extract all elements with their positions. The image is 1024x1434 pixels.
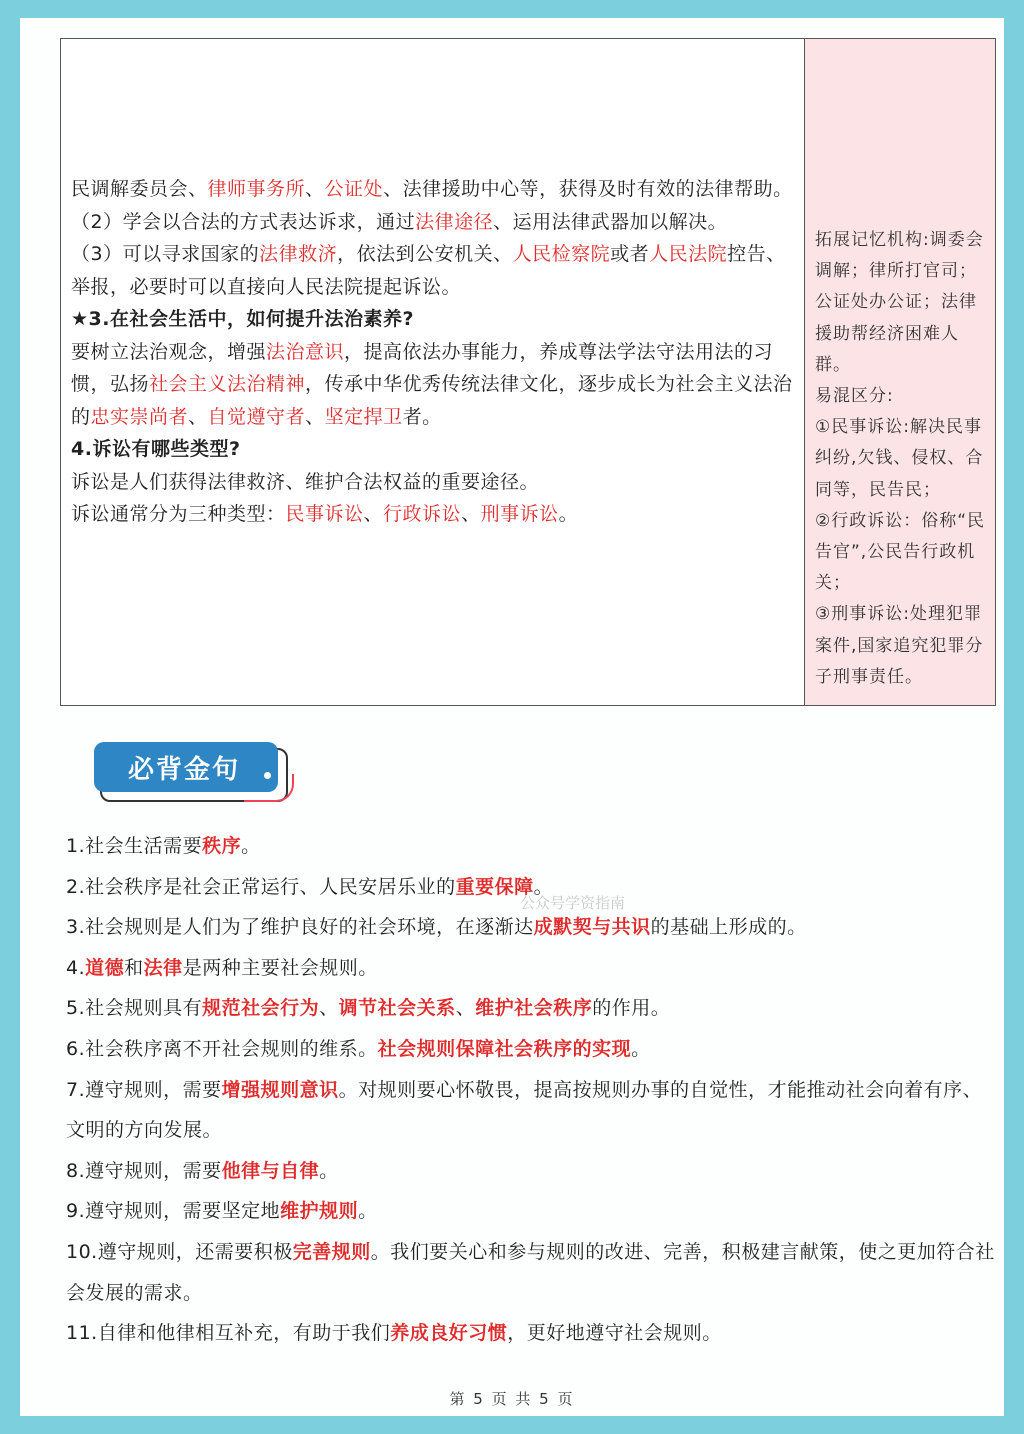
body-text: 的作用。 bbox=[592, 997, 671, 1020]
highlight-text: 自觉遵守者 bbox=[207, 405, 306, 428]
body-text: 、运用法律武器加以解决。 bbox=[493, 210, 728, 233]
highlight-text: 完善规则 bbox=[292, 1240, 371, 1263]
body-text: 诉讼通常分为三种类型： bbox=[71, 503, 286, 525]
question-4-line-1: 诉讼是人们获得法律救济、维护合法权益的重要途径。 bbox=[71, 470, 540, 493]
highlight-text: 民事诉讼 bbox=[285, 503, 364, 525]
body-text: ，依法到公安机关、 bbox=[337, 243, 513, 265]
body-text: 控告、举报，必要时可以直接向人民法院提起诉讼。 bbox=[71, 243, 786, 298]
body-text: 或者 bbox=[610, 243, 650, 265]
side-administrative-lawsuit: ②行政诉讼：俗称“民告官”,公民告行政机关； bbox=[815, 510, 986, 594]
body-text: 、 bbox=[319, 997, 339, 1020]
quote-item bbox=[66, 1313, 996, 1354]
quote-item bbox=[66, 907, 996, 948]
body-text: 的基础上形成的。 bbox=[650, 916, 807, 939]
paragraph-legal-remedy bbox=[71, 238, 799, 303]
body-text: 、 bbox=[455, 997, 476, 1020]
body-text: 。 bbox=[241, 835, 261, 857]
paragraph-mediation bbox=[71, 173, 799, 206]
body-text: 。 bbox=[631, 1037, 651, 1060]
body-text: 。对规则要心怀敬畏，提高按规则办事的自觉性，才能推动社会向着有序、文明的方向发展。 bbox=[66, 1078, 983, 1142]
side-criminal-lawsuit: ③刑事诉讼:处理犯罪案件,国家追究犯罪分子刑事责任。 bbox=[815, 604, 984, 687]
highlight-text: 人民法院 bbox=[649, 243, 728, 265]
highlight-text: 规范社会行为 bbox=[202, 997, 320, 1020]
highlight-text: 养成良好习惯 bbox=[390, 1322, 508, 1345]
body-text: 、 bbox=[461, 503, 481, 525]
body-text: 4. bbox=[66, 956, 86, 979]
question-3-title: ★3.在社会生活中，如何提升法治素养? bbox=[71, 308, 414, 330]
body-text: 要树立法治观念，增强 bbox=[71, 340, 267, 363]
main-column bbox=[61, 39, 805, 705]
highlight-text: 律师事务所 bbox=[207, 178, 306, 200]
section-title: 必背金句 bbox=[94, 742, 278, 792]
body-text: 是两种主要社会规则。 bbox=[182, 956, 378, 979]
main-text bbox=[71, 173, 799, 531]
quote-item bbox=[66, 988, 996, 1029]
highlight-text: 维护社会秩序 bbox=[475, 997, 593, 1020]
question-4-line-2 bbox=[71, 498, 799, 531]
highlight-text: 法律 bbox=[143, 956, 183, 979]
question-3-answer bbox=[71, 336, 799, 434]
body-text: 。 bbox=[358, 1200, 378, 1223]
highlight-text: 刑事诉讼 bbox=[480, 503, 559, 525]
side-confusion-heading: 易混区分: bbox=[815, 386, 894, 407]
side-text bbox=[815, 225, 987, 693]
body-text: 。 bbox=[533, 875, 554, 898]
highlight-text: 道德 bbox=[85, 956, 125, 979]
question-4-title: 4.诉讼有哪些类型? bbox=[71, 438, 241, 460]
body-text: 。 bbox=[319, 1159, 339, 1182]
body-text: 、 bbox=[305, 405, 325, 428]
body-text: 、 bbox=[305, 178, 325, 200]
side-civil-lawsuit: ①民事诉讼:解决民事纠纷,欠钱、侵权、合同等，民告民； bbox=[815, 417, 984, 500]
body-text: 、 bbox=[188, 405, 208, 428]
quote-item bbox=[66, 1191, 996, 1232]
body-text: ，传承中华优秀传统法律文化，逐步成长为社会主义法治的 bbox=[71, 373, 793, 428]
highlight-text: 重要保障 bbox=[455, 875, 534, 898]
highlight-text: 忠实崇尚者 bbox=[90, 405, 189, 428]
highlight-text: 社会主义法治精神 bbox=[149, 373, 306, 395]
body-text: 、 bbox=[363, 503, 384, 525]
body-text: 和 bbox=[124, 956, 144, 979]
highlight-text: 成默契与共识 bbox=[533, 916, 651, 939]
body-text: 8.遵守规则，需要 bbox=[66, 1159, 222, 1182]
highlight-text: 秩序 bbox=[202, 835, 242, 857]
body-text: 5.社会规则具有 bbox=[66, 997, 203, 1020]
highlight-text: 调节社会关系 bbox=[338, 997, 456, 1020]
body-text: 6.社会秩序离不开社会规则的维系。 bbox=[66, 1037, 378, 1060]
highlight-text: 维护规则 bbox=[280, 1200, 359, 1223]
section-badge bbox=[94, 740, 294, 804]
watermark: 公众号学资指南 bbox=[520, 894, 626, 912]
side-memory-tip: 拓展记忆机构:调委会调解；律所打官司；公证处办公证；法律援助帮经济困难人群。 bbox=[815, 230, 984, 375]
body-text: ，更好地遵守社会规则。 bbox=[507, 1322, 722, 1345]
highlight-text: 坚定捍卫 bbox=[324, 405, 403, 428]
body-text: （3）可以寻求国家的 bbox=[71, 243, 260, 265]
body-text: 10.遵守规则，还需要积极 bbox=[66, 1240, 293, 1263]
body-text: 。 bbox=[558, 503, 579, 525]
highlight-text: 公证处 bbox=[324, 178, 384, 200]
notes-table bbox=[60, 38, 996, 706]
quote-item bbox=[66, 1070, 996, 1151]
highlight-text: 人民检察院 bbox=[512, 243, 611, 265]
badge-dot bbox=[264, 772, 271, 779]
body-text: 。我们要关心和参与规则的改进、完善，积极建言献策，使之更加符合社会发展的需求。 bbox=[66, 1240, 995, 1304]
highlight-text: 法律救济 bbox=[259, 243, 338, 265]
quote-item bbox=[66, 1232, 996, 1313]
highlight-text: 行政诉讼 bbox=[383, 503, 462, 525]
body-text: 民调解委员会、 bbox=[71, 178, 208, 200]
body-text: 3.社会规则是人们为了维护良好的社会环境，在逐渐达 bbox=[66, 916, 534, 939]
body-text: 1.社会生活需要 bbox=[66, 835, 203, 857]
quote-item bbox=[66, 1151, 996, 1192]
side-notes-column bbox=[805, 39, 995, 705]
quote-item bbox=[66, 826, 996, 867]
highlight-text: 社会规则保障社会秩序的实现 bbox=[377, 1037, 632, 1060]
body-text: 2.社会秩序是社会正常运行、人民安居乐业的 bbox=[66, 875, 456, 898]
body-text: 者。 bbox=[402, 405, 442, 428]
highlight-text: 法律途径 bbox=[415, 210, 494, 233]
quote-item bbox=[66, 948, 996, 989]
highlight-text: 增强规则意识 bbox=[221, 1078, 339, 1101]
paragraph-legal-channel bbox=[71, 206, 799, 239]
body-text: 、法律援助中心等，获得及时有效的法律帮助。 bbox=[383, 178, 793, 200]
body-text: ，提高依法办事能力，养成尊法学法守法用法的习惯，弘扬 bbox=[71, 340, 774, 395]
highlight-text: 他律与自律 bbox=[221, 1159, 320, 1182]
body-text: 11.自律和他律相互补充，有助于我们 bbox=[66, 1322, 391, 1345]
page-footer: 第 5 页 共 5 页 bbox=[449, 1390, 575, 1408]
body-text: （2）学会以合法的方式表达诉求，通过 bbox=[71, 210, 416, 233]
highlight-text: 法治意识 bbox=[266, 340, 345, 363]
body-text: 9.遵守规则，需要坚定地 bbox=[66, 1200, 281, 1223]
quote-item bbox=[66, 1029, 996, 1070]
body-text: 7.遵守规则，需要 bbox=[66, 1078, 222, 1101]
